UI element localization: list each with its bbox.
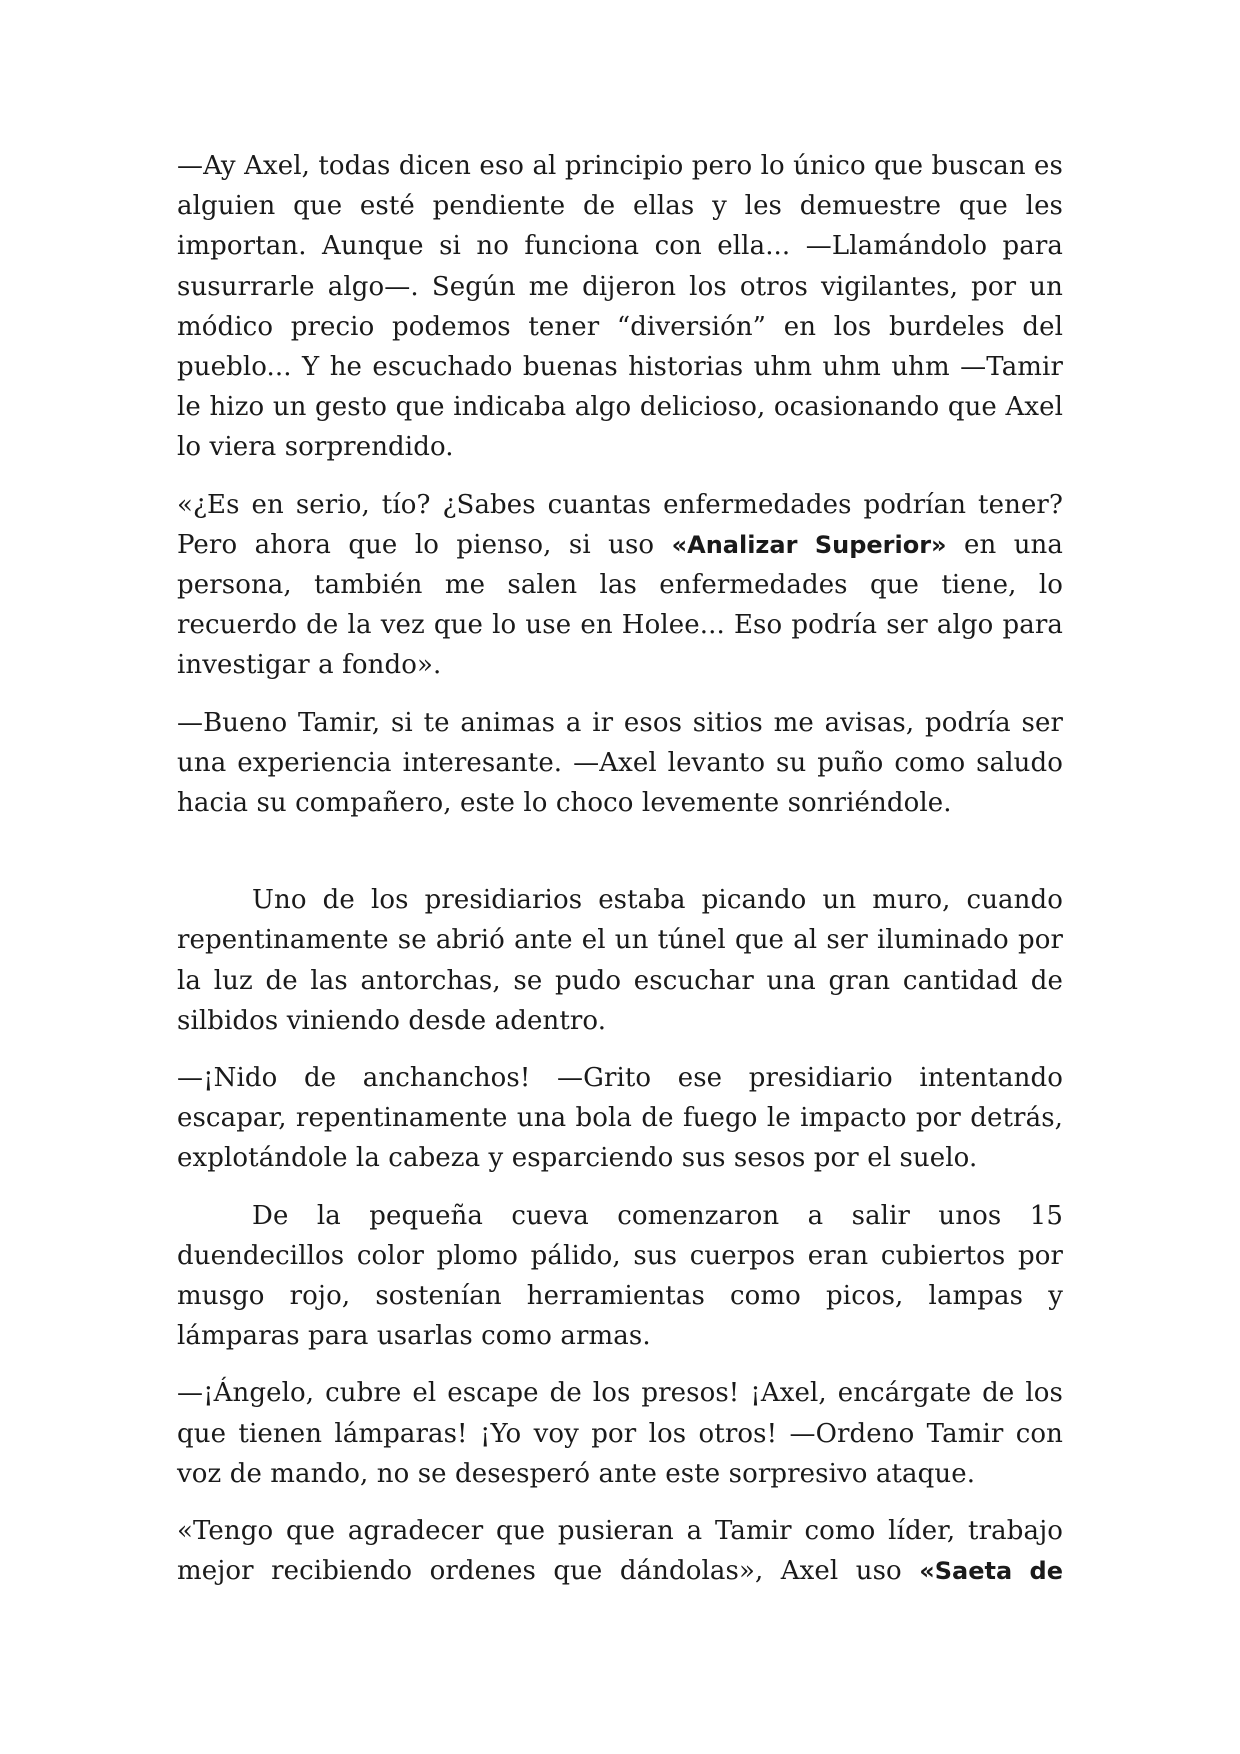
paragraph-text: —¡Nido de anchanchos! —Grito ese presidiario intentando escapar, repentinamente una bola de fuego le impacto por detrás, explotándole la cabeza y esparciendo sus sesos por el suelo. bbox=[177, 1063, 1063, 1174]
paragraph-text: Uno de los presidiarios estaba picando un muro, cuando repentinamente se abrió ante el un túnel que al ser iluminado por la luz de las antorchas, se pudo escuchar una gran cantidad de silbidos viniendo desde adentro. bbox=[177, 885, 1063, 1036]
paragraph bbox=[177, 1511, 1063, 1591]
skill-name: «Analizar Superior» bbox=[671, 530, 947, 559]
paragraph bbox=[177, 1058, 1063, 1179]
paragraph bbox=[177, 880, 1063, 1041]
page-body bbox=[177, 146, 1063, 1609]
paragraph bbox=[177, 1196, 1063, 1357]
paragraph-text: —Bueno Tamir, si te animas a ir esos sitios me avisas, podría ser una experiencia interesante. —Axel levanto su puño como saludo hacia su compañero, este lo choco levemente sonriéndole. bbox=[177, 707, 1063, 819]
paragraph-text: «¿Es en serio, tío? ¿Sabes cuantas enfermedades podrían tener? Pero ahora que lo pienso, si uso bbox=[177, 489, 1063, 560]
skill-name: «Saeta de bbox=[919, 1557, 1064, 1586]
paragraph bbox=[177, 146, 1063, 468]
paragraph-text: —Ay Axel, todas dicen eso al principio pero lo único que buscan es alguien que esté pendiente de ellas y les demuestre que les importan. Aunque si no funciona con ella... —Llamándolo para susurrarle algo—. Según me dijeron los otros vigilantes, por un módico precio podemos tener “diversión” en los burdeles del pueblo... Y he escuchado buenas historias uhm uhm uhm —Tamir le hizo un gesto que indicaba algo delicioso, ocasionando que Axel lo viera sorprendido. bbox=[177, 151, 1063, 463]
paragraph-text: De la pequeña cueva comenzaron a salir unos 15 duendecillos color plomo pálido, sus cuerpos eran cubiertos por musgo rojo, sostenían herramientas como picos, lampas y lámparas para usarlas como armas. bbox=[177, 1200, 1063, 1352]
paragraph bbox=[177, 485, 1063, 686]
paragraph-text: —¡Ángelo, cubre el escape de los presos! ¡Axel, encárgate de los que tienen lámparas! ¡Yo voy por los otros! —Ordeno Tamir con voz de mando, no se desesperó ante este sorpresivo ataque. bbox=[177, 1378, 1063, 1489]
paragraph-text: en una persona, también me salen las enfermedades que tiene, lo recuerdo de la vez que lo use en Holee... Eso podría ser algo para investigar a fondo». bbox=[177, 529, 1063, 681]
paragraph bbox=[177, 1373, 1063, 1494]
paragraph-text: «Tengo que agradecer que pusieran a Tamir como líder, trabajo mejor recibiendo ordenes que dándolas», Axel uso bbox=[177, 1516, 1063, 1587]
paragraph bbox=[177, 703, 1063, 824]
